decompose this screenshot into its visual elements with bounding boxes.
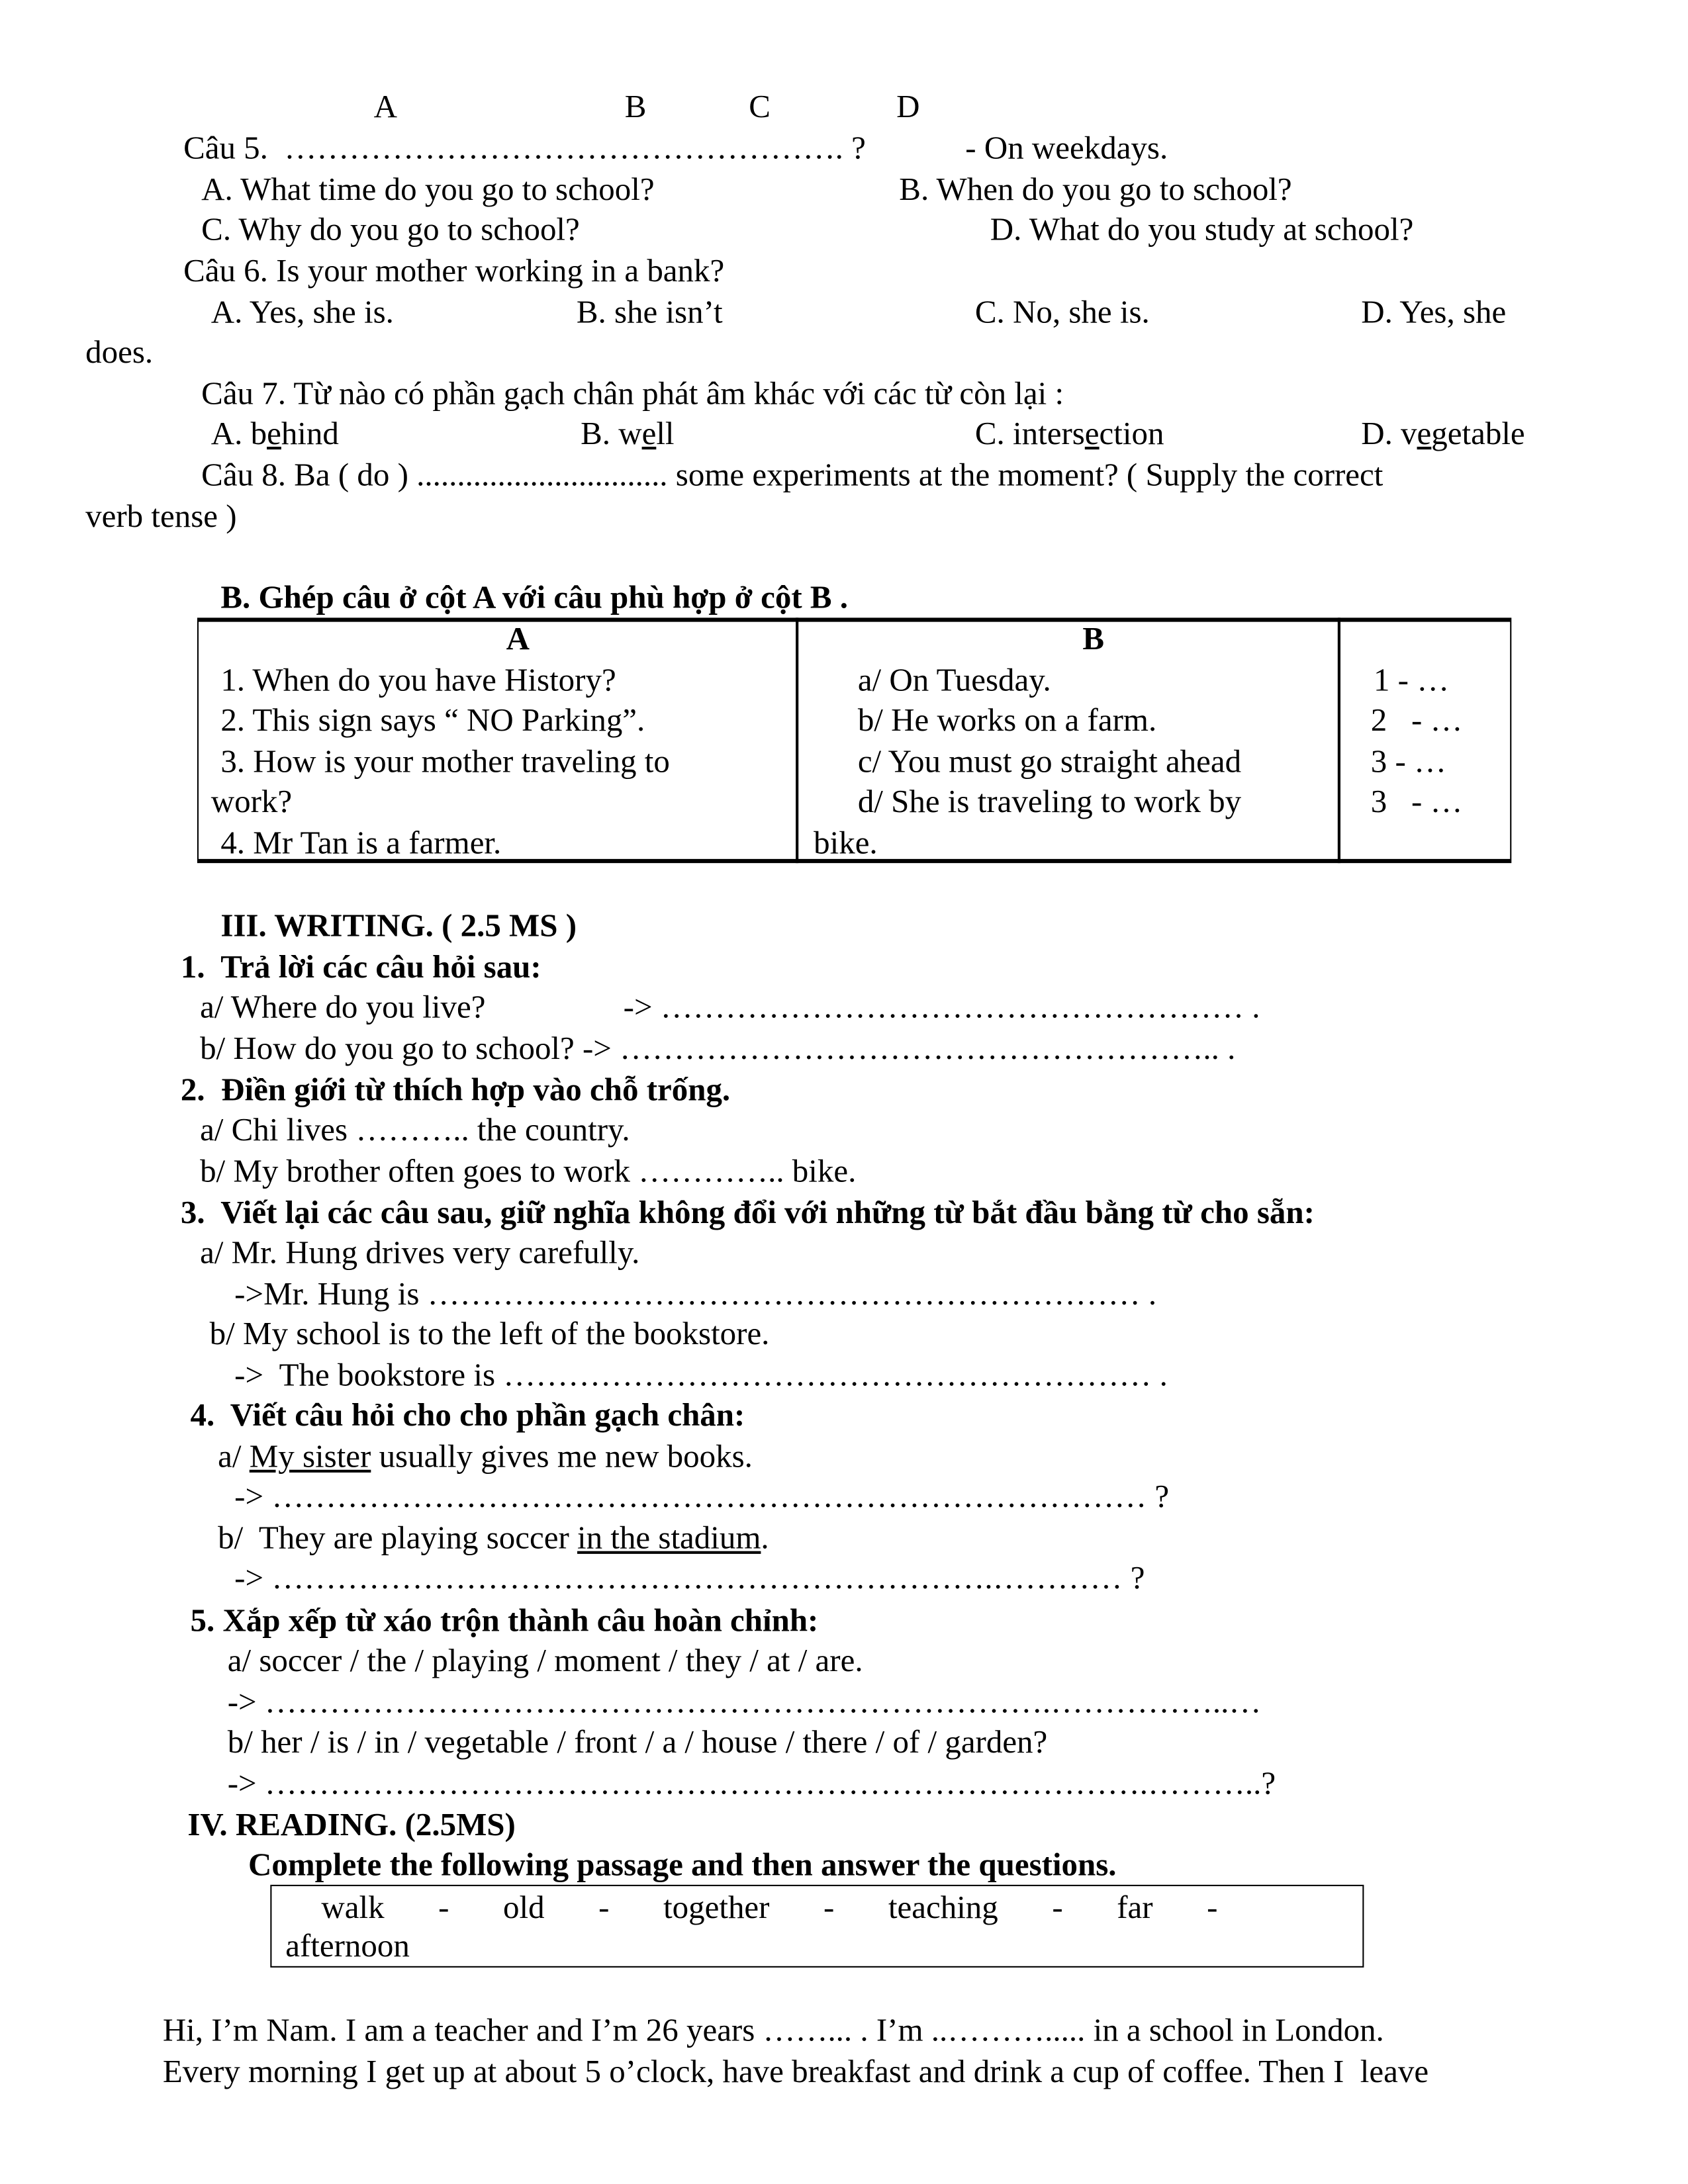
col-a-item: 3. How is your mother traveling to bbox=[220, 744, 670, 781]
word: together bbox=[663, 1890, 770, 1927]
separator: - bbox=[1052, 1890, 1063, 1927]
q6-option: A. Yes, she is. bbox=[211, 295, 394, 331]
column-divider bbox=[1338, 617, 1340, 863]
separator: - bbox=[438, 1890, 449, 1927]
question: b/ How do you go to school? -> ……………………………………………….. . bbox=[200, 1031, 1236, 1068]
word: far bbox=[1117, 1890, 1153, 1927]
col-a-item: work? bbox=[211, 784, 293, 821]
q8-wrap: verb tense ) bbox=[85, 499, 237, 535]
column-divider bbox=[796, 617, 798, 863]
q7-option bbox=[1361, 415, 1524, 453]
q7-stem: Câu 7. Từ nào có phần gạch chân phát âm khác với các từ còn lại : bbox=[201, 376, 1064, 412]
separator: - bbox=[823, 1890, 835, 1927]
col-a-item: 1. When do you have History? bbox=[220, 663, 616, 700]
col-a-item: 2. This sign says “ NO Parking”. bbox=[220, 703, 645, 739]
underlined-letter: e bbox=[641, 416, 657, 453]
col-b-item: d/ She is traveling to work by bbox=[857, 784, 1242, 821]
part-title: 3. Viết lại các câu sau, giữ nghĩa không đổi với những từ bắt đầu bằng từ cho sẵn: bbox=[180, 1195, 1315, 1232]
text: B. w bbox=[581, 416, 642, 453]
text: C. inters bbox=[974, 416, 1085, 453]
word: old bbox=[503, 1890, 545, 1927]
q5-option: C. Why do you go to school? bbox=[201, 212, 580, 248]
question bbox=[218, 1520, 769, 1558]
col-b-item: b/ He works on a farm. bbox=[857, 703, 1157, 739]
word: teaching bbox=[888, 1890, 998, 1927]
col-b-item: bike. bbox=[814, 825, 878, 862]
text: A. b bbox=[211, 416, 267, 453]
text: usually gives me new books. bbox=[371, 1439, 753, 1476]
text: . bbox=[761, 1520, 769, 1557]
text: D. v bbox=[1361, 416, 1417, 453]
q5-stem: Câu 5. ……………………………………………. ? bbox=[183, 130, 866, 167]
text: ll bbox=[656, 416, 675, 453]
col-letter: C bbox=[749, 89, 771, 126]
question bbox=[218, 1438, 753, 1477]
question: b/ My school is to the left of the bookstore. bbox=[209, 1316, 770, 1353]
col-letter: A bbox=[373, 89, 397, 126]
answer-slot[interactable]: 3 - … bbox=[1370, 744, 1447, 781]
passage-line: Hi, I’m Nam. I am a teacher and I’m 26 years ……... . I’m ..………..... in a school in London. bbox=[162, 2013, 1384, 2049]
passage-line: Every morning I get up at about 5 o’clock, have breakfast and drink a cup of coffee. Then I leave bbox=[162, 2054, 1429, 2091]
q5-answer: - On weekdays. bbox=[965, 130, 1168, 167]
separator: - bbox=[1207, 1890, 1218, 1927]
text: ction bbox=[1099, 416, 1164, 453]
q6-option: C. No, she is. bbox=[974, 295, 1150, 331]
matching-title: B. Ghép câu ở cột A với câu phù hợp ở cột B . bbox=[220, 580, 849, 617]
text: hind bbox=[281, 416, 339, 453]
q8-stem: Câu 8. Ba ( do ) ............................... some experiments at the moment? ( Supply the correct bbox=[201, 457, 1383, 494]
question: a/ Chi lives ……….. the country. bbox=[200, 1113, 630, 1149]
answer-line[interactable]: -> ……………………………………………………………………… ? bbox=[234, 1479, 1170, 1516]
underlined-letter: e bbox=[267, 416, 281, 453]
q7-option bbox=[975, 415, 1164, 453]
q7-option bbox=[581, 415, 674, 453]
reading-instruction: Complete the following passage and then answer the questions. bbox=[248, 1847, 1117, 1884]
text: a/ bbox=[218, 1439, 250, 1476]
header-b: B bbox=[1082, 621, 1105, 658]
answer-line[interactable]: -> The bookstore is …………………………………………………… . bbox=[234, 1358, 1168, 1394]
answer-line[interactable]: -> ………………………………………………………….………… ? bbox=[234, 1561, 1145, 1597]
question: a/ soccer / the / playing / moment / they / at / are. bbox=[227, 1643, 863, 1680]
answer-line[interactable]: -> ……………………………………………… . bbox=[623, 989, 1260, 1026]
word: afternoon bbox=[285, 1929, 410, 1965]
q6-option: D. Yes, she bbox=[1361, 295, 1507, 331]
q5-option: A. What time do you go to school? bbox=[201, 172, 655, 208]
q6-stem: Câu 6. Is your mother working in a bank? bbox=[183, 253, 725, 290]
separator: - bbox=[598, 1890, 610, 1927]
q5-option: B. When do you go to school? bbox=[899, 172, 1292, 208]
answer-line[interactable]: -> ……………………………………………………………….……………..… bbox=[227, 1684, 1262, 1721]
col-a-item: 4. Mr Tan is a farmer. bbox=[220, 825, 502, 862]
underlined-text: My sister bbox=[249, 1439, 371, 1476]
col-b-item: c/ You must go straight ahead bbox=[857, 744, 1242, 781]
underlined-letter: e bbox=[1084, 416, 1100, 453]
answer-slot[interactable]: 3 - … bbox=[1370, 784, 1463, 821]
text: b/ They are playing soccer bbox=[218, 1520, 578, 1557]
part-title: 1. Trả lời các câu hỏi sau: bbox=[180, 950, 541, 986]
col-letter: D bbox=[896, 89, 920, 126]
reading-title: IV. READING. (2.5MS) bbox=[187, 1807, 516, 1844]
word: walk bbox=[321, 1890, 385, 1927]
question: a/ Where do you live? bbox=[200, 989, 486, 1026]
part-title: 2. Điền giới từ thích hợp vào chỗ trống. bbox=[180, 1072, 731, 1109]
answer-line[interactable]: -> ……………………………………………………………………….………..? bbox=[227, 1766, 1276, 1802]
answer-slot[interactable]: 2 - … bbox=[1370, 703, 1463, 739]
q6-option: B. she isn’t bbox=[576, 295, 723, 331]
writing-title: III. WRITING. ( 2.5 MS ) bbox=[220, 908, 577, 945]
word-box-row bbox=[321, 1889, 1217, 1927]
underlined-text: in the stadium bbox=[577, 1520, 761, 1557]
question: a/ Mr. Hung drives very carefully. bbox=[200, 1235, 640, 1271]
col-b-item: a/ On Tuesday. bbox=[857, 663, 1051, 700]
underlined-letter: e bbox=[1417, 416, 1432, 453]
part-title: 4. Viết câu hỏi cho cho phần gạch chân: bbox=[190, 1398, 745, 1434]
header-a: A bbox=[506, 621, 530, 658]
question: b/ her / is / in / vegetable / front / a / house / there / of / garden? bbox=[227, 1725, 1048, 1761]
part-title: 5. Xắp xếp từ xáo trộn thành câu hoàn chỉnh: bbox=[190, 1603, 819, 1640]
q5-option: D. What do you study at school? bbox=[990, 212, 1414, 248]
q6-wrap: does. bbox=[85, 335, 154, 371]
question: b/ My brother often goes to work ………….. bike. bbox=[200, 1154, 857, 1190]
text: getable bbox=[1431, 416, 1525, 453]
q7-option bbox=[211, 415, 339, 453]
answer-line[interactable]: ->Mr. Hung is ………………………………………………………… . bbox=[234, 1277, 1157, 1313]
answer-slot[interactable]: 1 - … bbox=[1373, 663, 1450, 700]
col-letter: B bbox=[624, 89, 647, 126]
